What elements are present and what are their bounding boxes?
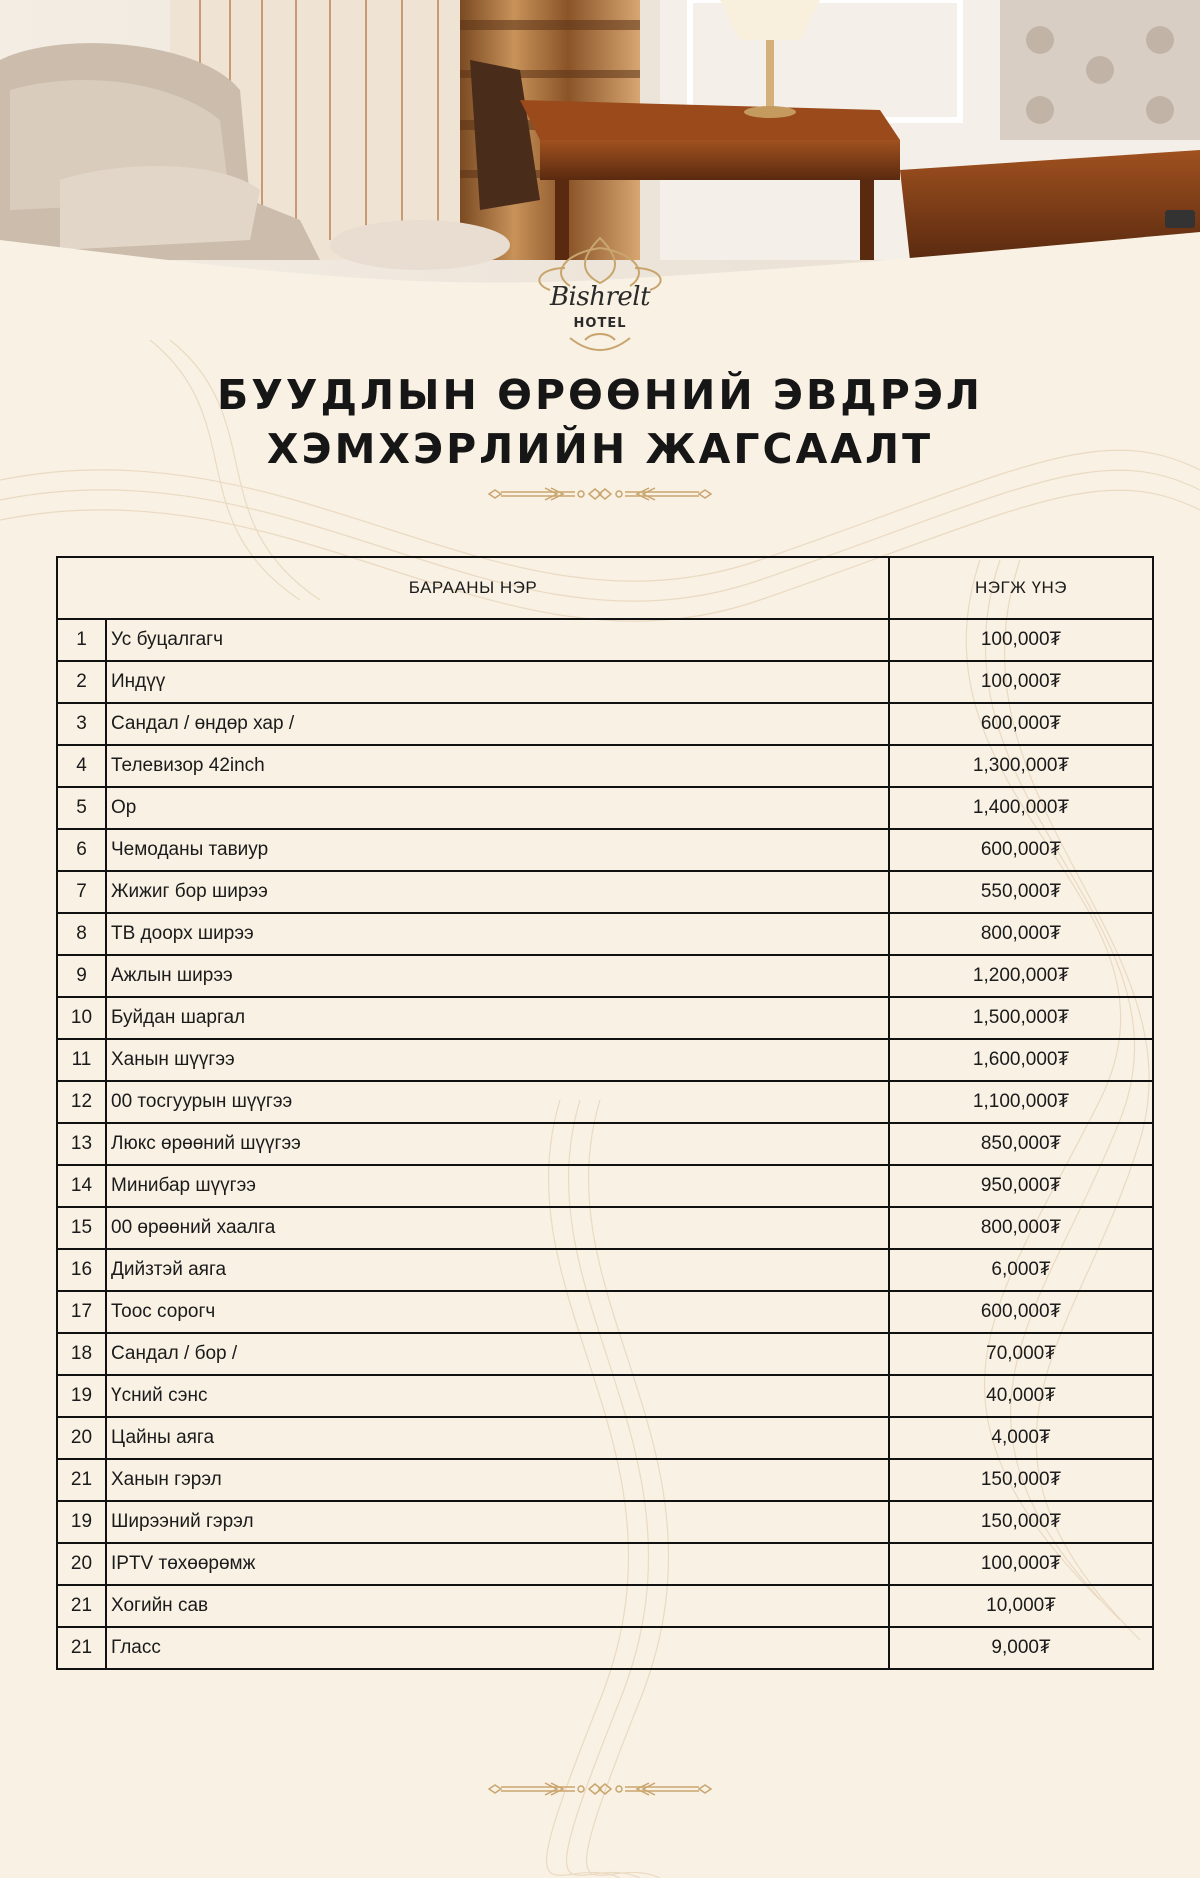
- row-number: 17: [57, 1291, 106, 1333]
- page-title: [0, 368, 1200, 476]
- table-row: [57, 1165, 1153, 1207]
- row-number: 21: [57, 1627, 106, 1669]
- row-unit-price: 800,000₮: [889, 1207, 1153, 1249]
- row-unit-price: 1,300,000₮: [889, 745, 1153, 787]
- row-item-name: Сандал / өндөр хар /: [106, 703, 889, 745]
- row-item-name: Люкс өрөөний шүүгээ: [106, 1123, 889, 1165]
- row-unit-price: 9,000₮: [889, 1627, 1153, 1669]
- row-unit-price: 6,000₮: [889, 1249, 1153, 1291]
- row-unit-price: 150,000₮: [889, 1459, 1153, 1501]
- table-row: [57, 1291, 1153, 1333]
- ornament-divider-bottom: [485, 1777, 715, 1801]
- table-row: [57, 955, 1153, 997]
- row-item-name: Ширээний гэрэл: [106, 1501, 889, 1543]
- table-row: [57, 619, 1153, 661]
- row-item-name: Цайны аяга: [106, 1417, 889, 1459]
- row-number: 20: [57, 1543, 106, 1585]
- table-row: [57, 1543, 1153, 1585]
- row-item-name: Чемоданы тавиур: [106, 829, 889, 871]
- row-item-name: Ажлын ширээ: [106, 955, 889, 997]
- row-item-name: Тоос сорогч: [106, 1291, 889, 1333]
- row-unit-price: 1,400,000₮: [889, 787, 1153, 829]
- row-unit-price: 70,000₮: [889, 1333, 1153, 1375]
- row-unit-price: 1,200,000₮: [889, 955, 1153, 997]
- table-row: [57, 871, 1153, 913]
- row-number: 21: [57, 1585, 106, 1627]
- table-row: [57, 1249, 1153, 1291]
- page-title-line-2: ХЭМХЭРЛИЙН ЖАГСААЛТ: [266, 425, 934, 473]
- logo-sub-text: HOTEL: [573, 316, 627, 331]
- row-number: 19: [57, 1501, 106, 1543]
- row-unit-price: 800,000₮: [889, 913, 1153, 955]
- row-unit-price: 600,000₮: [889, 1291, 1153, 1333]
- table-row: [57, 1417, 1153, 1459]
- damage-price-table: [56, 556, 1154, 1670]
- row-item-name: ТВ доорх ширээ: [106, 913, 889, 955]
- table-row: [57, 703, 1153, 745]
- header-unit-price: НЭГЖ ҮНЭ: [889, 557, 1153, 619]
- row-unit-price: 1,500,000₮: [889, 997, 1153, 1039]
- row-item-name: Ханын шүүгээ: [106, 1039, 889, 1081]
- row-number: 9: [57, 955, 106, 997]
- row-item-name: Гласс: [106, 1627, 889, 1669]
- row-item-name: 00 тосгуурын шүүгээ: [106, 1081, 889, 1123]
- row-unit-price: 100,000₮: [889, 619, 1153, 661]
- row-unit-price: 1,100,000₮: [889, 1081, 1153, 1123]
- table-row: [57, 1207, 1153, 1249]
- row-unit-price: 950,000₮: [889, 1165, 1153, 1207]
- row-item-name: 00 өрөөний хаалга: [106, 1207, 889, 1249]
- row-number: 21: [57, 1459, 106, 1501]
- row-number: 16: [57, 1249, 106, 1291]
- row-number: 8: [57, 913, 106, 955]
- row-number: 5: [57, 787, 106, 829]
- row-unit-price: 4,000₮: [889, 1417, 1153, 1459]
- row-unit-price: 850,000₮: [889, 1123, 1153, 1165]
- row-item-name: Сандал / бор /: [106, 1333, 889, 1375]
- table-row: [57, 1585, 1153, 1627]
- row-unit-price: 600,000₮: [889, 703, 1153, 745]
- row-number: 19: [57, 1375, 106, 1417]
- row-item-name: Индүү: [106, 661, 889, 703]
- row-item-name: Ханын гэрэл: [106, 1459, 889, 1501]
- table-row: [57, 745, 1153, 787]
- hotel-logo: [510, 228, 690, 358]
- row-number: 10: [57, 997, 106, 1039]
- table-row: [57, 1039, 1153, 1081]
- table-row: [57, 787, 1153, 829]
- header-item-name: БАРААНЫ НЭР: [57, 557, 889, 619]
- row-item-name: Буйдан шаргал: [106, 997, 889, 1039]
- row-number: 15: [57, 1207, 106, 1249]
- table-row: [57, 1333, 1153, 1375]
- row-item-name: Ор: [106, 787, 889, 829]
- row-number: 14: [57, 1165, 106, 1207]
- table-row: [57, 661, 1153, 703]
- table-row: [57, 997, 1153, 1039]
- table-row: [57, 1081, 1153, 1123]
- table-row: [57, 1627, 1153, 1669]
- row-number: 7: [57, 871, 106, 913]
- row-unit-price: 550,000₮: [889, 871, 1153, 913]
- row-number: 1: [57, 619, 106, 661]
- row-item-name: Хогийн сав: [106, 1585, 889, 1627]
- row-unit-price: 1,600,000₮: [889, 1039, 1153, 1081]
- table-row: [57, 1459, 1153, 1501]
- row-item-name: Дийзтэй аяга: [106, 1249, 889, 1291]
- row-item-name: Телевизор 42inch: [106, 745, 889, 787]
- logo-script-text: Bishrelt: [549, 282, 651, 312]
- row-number: 6: [57, 829, 106, 871]
- row-item-name: Үсний сэнс: [106, 1375, 889, 1417]
- row-unit-price: 100,000₮: [889, 1543, 1153, 1585]
- ornament-divider-top: [485, 482, 715, 506]
- row-unit-price: 600,000₮: [889, 829, 1153, 871]
- row-number: 18: [57, 1333, 106, 1375]
- table-header-row: [57, 557, 1153, 619]
- row-item-name: IPTV төхөөрөмж: [106, 1543, 889, 1585]
- row-unit-price: 150,000₮: [889, 1501, 1153, 1543]
- row-number: 4: [57, 745, 106, 787]
- row-item-name: Минибар шүүгээ: [106, 1165, 889, 1207]
- table-row: [57, 1375, 1153, 1417]
- row-number: 13: [57, 1123, 106, 1165]
- row-number: 12: [57, 1081, 106, 1123]
- row-number: 11: [57, 1039, 106, 1081]
- row-item-name: Ус буцалгагч: [106, 619, 889, 661]
- row-unit-price: 40,000₮: [889, 1375, 1153, 1417]
- row-unit-price: 10,000₮: [889, 1585, 1153, 1627]
- row-number: 3: [57, 703, 106, 745]
- row-number: 20: [57, 1417, 106, 1459]
- row-unit-price: 100,000₮: [889, 661, 1153, 703]
- table-row: [57, 1123, 1153, 1165]
- table-row: [57, 1501, 1153, 1543]
- table-row: [57, 829, 1153, 871]
- row-item-name: Жижиг бор ширээ: [106, 871, 889, 913]
- row-number: 2: [57, 661, 106, 703]
- table-row: [57, 913, 1153, 955]
- page-title-line-1: БУУДЛЫН ӨРӨӨНИЙ ЭВДРЭЛ: [217, 371, 983, 419]
